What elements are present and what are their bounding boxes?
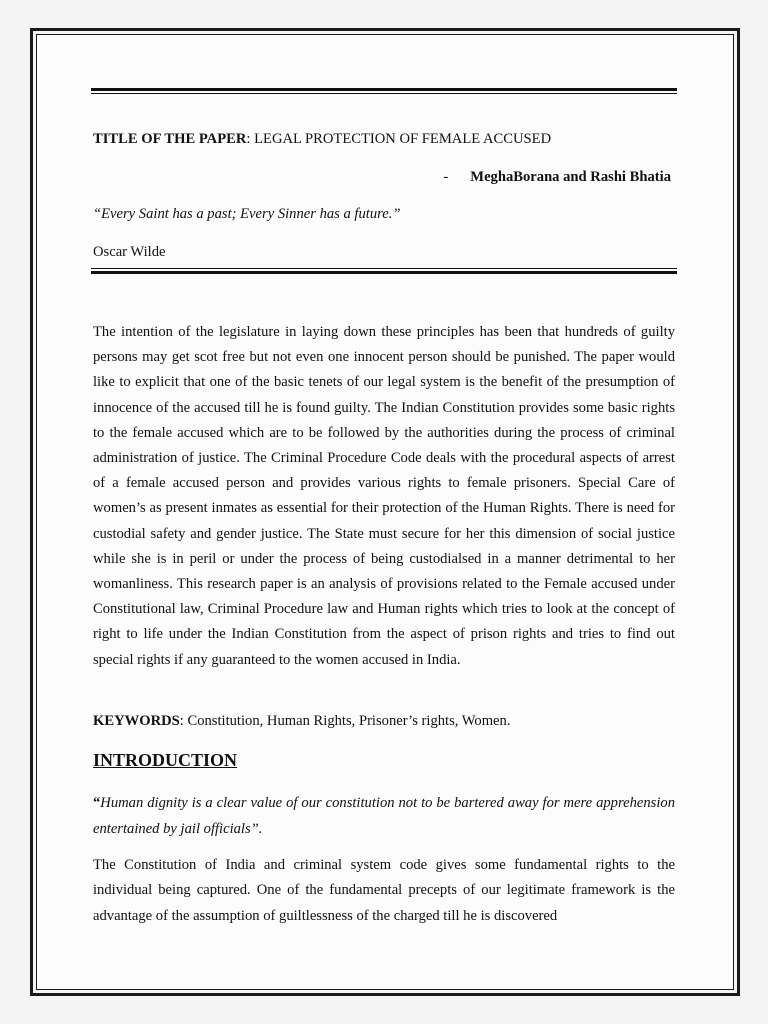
paper-title [93, 131, 675, 148]
epigraph-author: Oscar Wilde [93, 244, 166, 260]
header-divider [91, 268, 677, 274]
authors: MeghaBorana and Rashi Bhatia [470, 169, 671, 185]
keywords-text: : Constitution, Human Rights, Prisoner’s rights, Women. [179, 713, 511, 729]
intro-quote [93, 791, 675, 842]
top-divider [91, 88, 677, 94]
abstract-paragraph: The intention of the legislature in laying down these principles has been that hundreds of guilty persons may get scot free but not even one innocent person should be punished. The paper would like to explicit that one of the basic tenets of our legal system is the benefit of the presumption of innocence of the accused till he is found guilty. The Indian Constitution provides some basic rights to the female accused which are to be followed by the authorities during the process of criminal administration of justice. The Criminal Procedure Code deals with the procedural aspects of arrest of a female accused person and provides various rights to female prisoners. Special Care of women’s as present inmates as essential for their protection of the Human Rights. There is need for custodial safety and gender justice. The State must secure for her this dimension of social justice while she is in peril or under the process of being custodialsed in a manner detrimental to her womanliness. This research paper is an analysis of provisions related to the Female accused under Constitutional law, Criminal Procedure law and Human rights which tries to look at the concept of right to life under the Indian Constitution from the aspect of prison rights and tries to find out special rights if any guaranteed to the women accused in India. [93, 324, 675, 668]
keywords-line [93, 713, 675, 730]
authors-line [443, 169, 671, 186]
intro-quote-text: Human dignity is a clear value of our constitution not to be bartered away for mere apprehension entertained by jail officials”. [93, 795, 675, 837]
title-text: : LEGAL PROTECTION OF FEMALE ACCUSED [246, 131, 552, 147]
epigraph: “Every Saint has a past; Every Sinner has a future.” [93, 206, 401, 222]
intro-paragraph: The Constitution of India and criminal system code gives some fundamental rights to the individual being captured. One of the fundamental precepts of our legitimate framework is the advantage of the assumption of guiltlessness of the charged till he is discovered [93, 857, 675, 924]
authors-dash: - [443, 169, 449, 185]
keywords-label: KEYWORDS [93, 713, 180, 729]
intro-quote-open: “ [93, 795, 101, 811]
section-heading-introduction: INTRODUCTION [93, 750, 238, 770]
title-label: TITLE OF THE PAPER [93, 131, 247, 147]
